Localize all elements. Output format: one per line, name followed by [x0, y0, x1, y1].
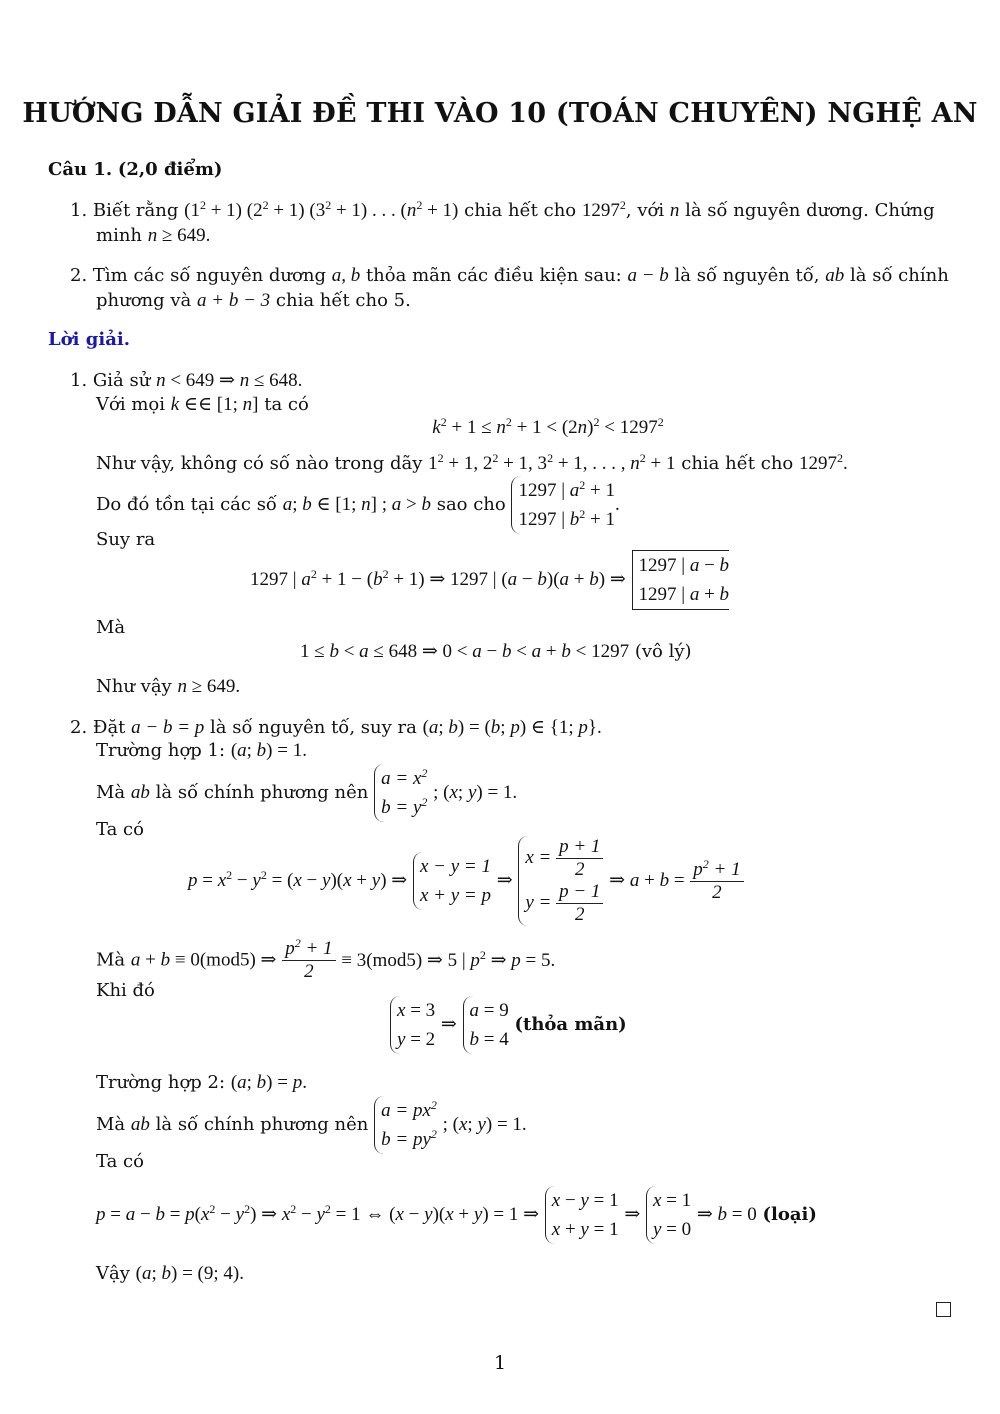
page-title: HƯỚNG DẪN GIẢI ĐỀ THI VÀO 10 (TOÁN CHUYÊN) NGHỆ AN [22, 98, 978, 129]
case-2-square: Mà ab là số chính phương nên $a = px^2$ $b = py^2$ ; (x; y) = 1. [96, 1096, 527, 1154]
formula-case-1-result: x = 3 y = 2 ⇒ a = 9 b = 4 (thỏa mãn) [390, 996, 627, 1054]
case-2-heading: Trường hợp 2: (a; b) = p. [96, 1072, 307, 1093]
solution-conclusion: Vậy (a; b) = (9; 4). [96, 1263, 244, 1284]
question-item-1-line-1: 1. Biết rằng $(1^2 + 1) (2^2 + 1) (3^2 + 1)$ . . . $(n^2 + 1)$ chia hết cho 1297$^2$, với n là số nguyên dương. Chứng [70, 198, 935, 221]
solution-heading: Lời giải. [48, 329, 130, 350]
formula-k-bound: $k^2 + 1 \le n^2 + 1 < (2n)^2 < 1297^2$ [432, 415, 664, 438]
qed-square-icon [936, 1302, 951, 1317]
solution-1-line-2: Với mọi k ∈∈ [1; n] ta có [96, 394, 309, 415]
case-1-khi-do: Khi đó [96, 980, 155, 1001]
question-heading [48, 158, 222, 182]
question-item-1-line-2: minh n ≥ 649. [96, 225, 211, 246]
case-1-square: Mà ab là số chính phương nên $a = x^2$ $b = y^2$ ; (x; y) = 1. [96, 764, 517, 822]
solution-2-line-1: 2. Đặt a − b = p là số nguyên tố, suy ra (a; b) = (b; p) ∈ {1; p}. [70, 717, 602, 738]
solution-1-suy-ra: Suy ra [96, 529, 156, 550]
formula-case-2: $p = a - b = p(x^2 - y^2)$ ⇒ $x^2 - y^2 = 1$ ⇔ (x − y)(x + y) = 1 ⇒ x − y = 1 x + y = 1 ⇒ x = 1 y = 0 ⇒ b = 0 (loại) [96, 1186, 817, 1244]
case-1-heading: Trường hợp 1: (a; b) = 1. [96, 740, 307, 761]
question-points: (2,0 điểm) [117, 159, 223, 180]
question-item-2-line-1: 2. Tìm các số nguyên dương a, b thỏa mãn các điều kiện sau: a − b là số nguyên tố, ab là số chính [70, 265, 949, 286]
solution-1-line-1: 1. Giả sử n < 649 ⇒ n ≤ 648. [70, 370, 303, 391]
question-label: Câu 1. [48, 159, 113, 180]
solution-1-conclusion: Như vậy n ≥ 649. [96, 676, 241, 697]
item-number: 1. [70, 200, 88, 221]
solution-1-ma: Mà [96, 617, 126, 638]
solution-1-line-4: Do đó tồn tại các số a; b ∈ [1; n] ; a > b sao cho 1297 | $a^2 + 1$ 1297 | $b^2 + 1$. [96, 476, 620, 534]
question-item-2-line-2: phương và a + b − 3 chia hết cho 5. [96, 290, 411, 311]
page-number: 1 [493, 1352, 507, 1374]
case-1-ta-co: Ta có [96, 819, 144, 840]
case-1-modulo: Mà a + b ≡ 0(mod5) ⇒ $\frac{p^2 + 1}{2}$ ≡ 3(mod5) ⇒ 5 | $p^2$ ⇒ p = 5. [96, 936, 556, 982]
formula-divisibility: 1297 | $a^2 + 1 - (b^2 + 1)$ ⇒ 1297 | (a − b)(a + b) ⇒ 1297 | a − b 1297 | a + b [250, 550, 729, 610]
formula-contradiction: 1 ≤ b < a ≤ 648 ⇒ 0 < a − b < a + b < 1297 (vô lý) [300, 641, 692, 662]
case-2-ta-co: Ta có [96, 1151, 144, 1172]
item-number: 2. [70, 265, 88, 286]
solution-1-line-3: Như vậy, không có số nào trong dãy $1^2 + 1$, $2^2 + 1$, $3^2 + 1$, . . . , $n^2 + 1$ chia hết cho 1297$^2$. [96, 451, 848, 474]
formula-case-1: $p = x^2 - y^2 = (x - y)(x + y)$ ⇒ x − y = 1 x + y = p ⇒ x = $\frac{p + 1}{2}$ y = $\frac{p - 1}{2}$ ⇒ a + b = $\frac{p^2 + 1}{2}$ [188, 836, 744, 926]
